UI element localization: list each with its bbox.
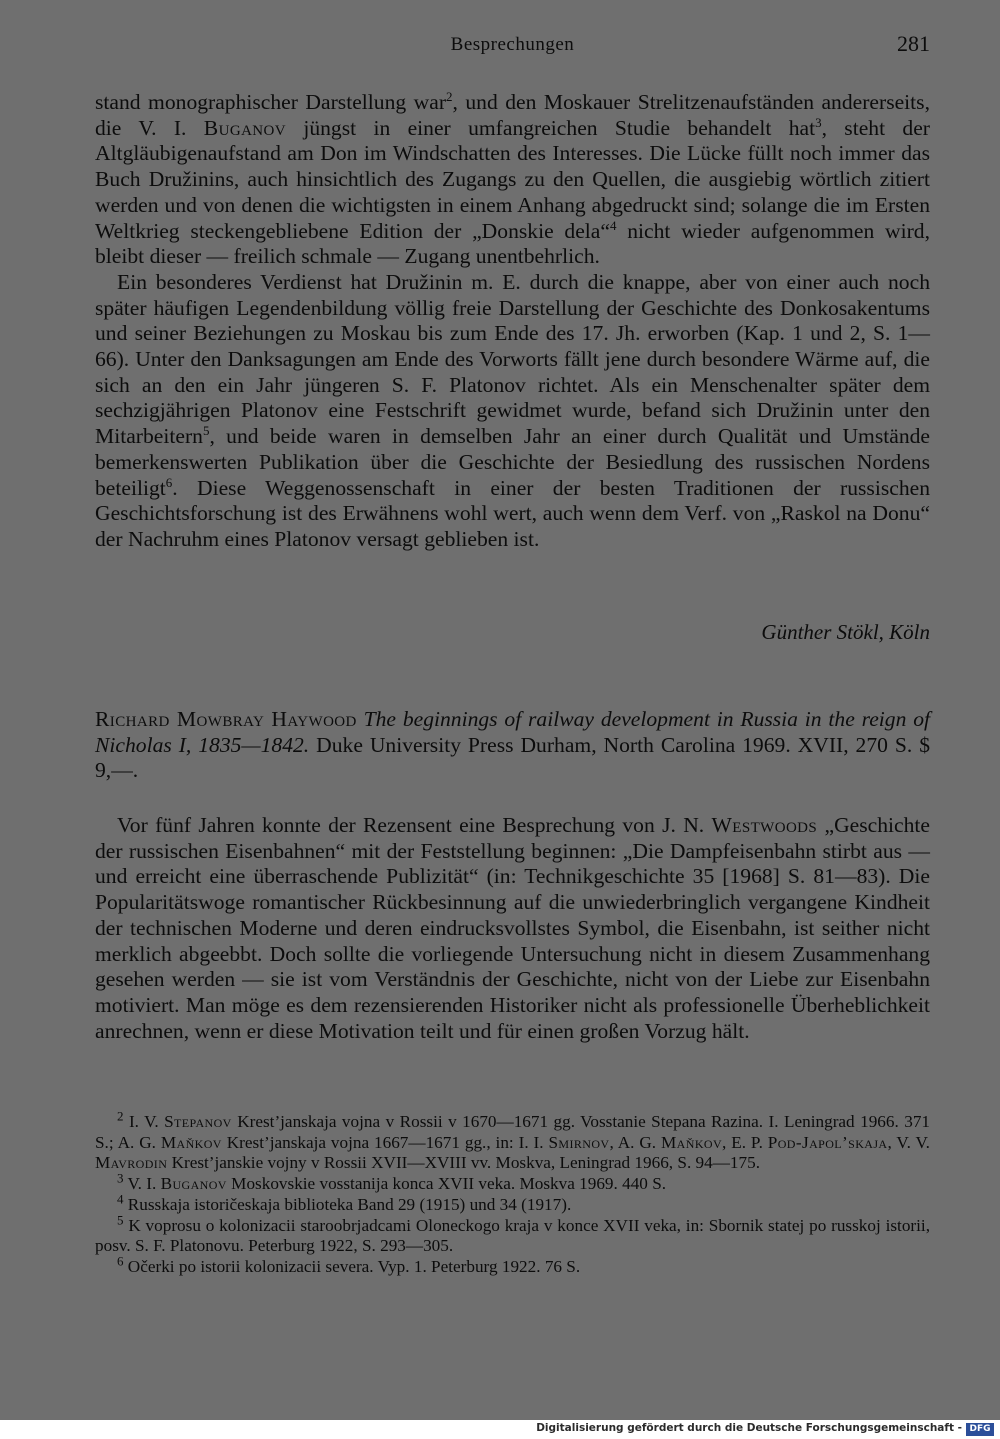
author-name: Stepanov: [164, 1112, 232, 1131]
footnote-marker: 4: [609, 217, 617, 233]
author-name: Richard Mowbray Haywood: [95, 707, 357, 731]
footnote-marker: 3: [117, 1170, 124, 1186]
footnote-marker: 3: [815, 114, 822, 130]
footnote: $^2$ I. V. Stepanov Krest’janskaja vojna v Rossii v 1670—1671 gg. Vosstanie Stepana Razina. I. Leningrad 1966. 371 S.; A. G. Maňkov Krest’janskaja vojna 1667—1671 gg., in: I. I. Smirnov, A. G. Maňkov, E. P. Pod-Japol’skaja, V. V. Mavrodin Krest’janskie vojny v Rossii XVII—XVIII vv. Moskva, Leningrad 1966, S. 94—175.: [95, 1108, 931, 1173]
author-name: Smirnov: [548, 1132, 610, 1152]
footnote: $^6$ Očerki po istorii kolonizacii severa. Vyp. 1. Peterburg 1922. 76 S.: [117, 1253, 581, 1276]
review-body: [95, 813, 930, 1044]
footnote-marker: 6: [165, 474, 173, 490]
footnote-marker: 5: [117, 1211, 124, 1227]
author-name: Mavrodin: [95, 1153, 168, 1173]
author-name: Maňkov: [661, 1132, 723, 1152]
running-header-title: Besprechungen: [450, 34, 575, 55]
page-number: 281: [897, 31, 930, 56]
reviewer-signature: Günther Stökl, Köln: [761, 620, 930, 644]
review-bibliographic-heading: Richard Mowbray Haywood The beginnings of railway development in Russia in the reign of Nicholas I, 1835—1842. Duke University Press Durham, North Carolina 1969. XVII, 270 S. $ 9,—.: [95, 707, 930, 782]
footnote-marker: 5: [202, 422, 210, 438]
author-name: Buganov: [203, 115, 286, 140]
footnote-marker: 2: [117, 1108, 124, 1124]
footnote-marker: 6: [117, 1253, 124, 1269]
footnote-marker: 2: [446, 88, 453, 104]
author-name: Buganov: [160, 1174, 227, 1194]
dfg-logo: DFG: [966, 1423, 994, 1436]
footnote: $^4$ Russkaja istoričeskaja biblioteka Band 29 (1915) und 34 (1917).: [117, 1191, 572, 1214]
running-header: [95, 31, 930, 64]
author-name: Pod-Japol’skaja: [767, 1132, 888, 1152]
digitization-credit: Digitalisierung gefördert durch die Deutsche Forschungsgemeinschaft -: [536, 1422, 962, 1434]
footnotes: [95, 1108, 931, 1278]
paragraph: Ein besonderes Verdienst hat Družinin m. E. durch die knappe, aber von einer auch noch später häufigen Legendenbildung völlig freie Darstellung der Geschichte des Donkosakentums und seiner Beziehungen zu Moskau bis zum Ende des 17. Jh. erworben (Kap. 1 und 2, S. 1—66). Unter den Danksagungen am Ende des Vorworts fällt jene durch besondere Wärme auf, die sich an den ein Jahr jüngeren S. F. Platonov richtet. Als ein Menschenalter später dem sechzigjährigen Platonov eine Festschrift gewidmet wurde, befand sich Družinin unter den Mitarbeitern$^5$, und beide waren in demselben Jahr an einer durch Qualität und Umstände bemerkenswerten Publikation über die Geschichte der Besiedlung des russischen Nordens beteiligt$^6$. Diese Weggenossenschaft in einer der besten Traditionen der russischen Geschichtsforschung ist des Erwähnens wohl wert, auch wenn dem Verf. von „Raskol na Donu“ der Nachruhm eines Platonov versagt geblieben ist.: [95, 269, 930, 551]
footnote: $^3$ V. I. Buganov Moskovskie vosstanija konca XVII veka. Moskva 1969. 440 S.: [117, 1170, 667, 1194]
footnote: $^5$ K voprosu o kolonizacii staroobrjadcami Oloneckogo kraja v konce XVII veka, in: Sbornik statej po russkoj istorii, posv. S. F. Platonovu. Peterburg 1922, S. 293—305.: [95, 1211, 930, 1256]
paragraph: stand monographischer Darstellung war$^2$, und den Moskauer Strelitzenaufständen andererseits, die V. I. Buganov jüngst in einer umfangreichen Studie behandelt hat$^3$, steht der Altgläubigenaufstand am Don im Windschatten des Interesses. Die Lücke füllt noch immer das Buch Družinins, auch hinsichtlich des Zugangs zu den Quellen, die ausgiebig wörtlich zitiert werden und von denen die wichtigsten in einem Anhang abgedruckt sind; solange die im Ersten Weltkrieg steckengebliebene Edition der „Donskie dela“$^4$ nicht wieder aufgenommen wird, bleibt dieser — freilich schmale — Zugang unentbehrlich.: [95, 88, 930, 269]
author-name: Westwoods: [711, 813, 818, 837]
footnote-marker: 4: [117, 1191, 124, 1207]
digitization-footer: [0, 1420, 1000, 1439]
paragraph: Vor fünf Jahren konnte der Rezensent eine Besprechung von J. N. Westwoods „Geschichte der russischen Eisenbahnen“ mit der Feststellung beginnen: „Die Dampfeisenbahn stirbt aus — und erreicht eine überraschende Publizität“ (in: Technikgeschichte 35 [1968] S. 81—83). Die Popularitätswoge romantischer Rückbesinnung auf die unwiederbringlich vergangene Kindheit der technischen Moderne und deren eindrucksvollstes Symbol, die Eisenbahn, ist seither nicht merklich abgeebbt. Doch sollte die vorliegende Untersuchung nicht in diesem Zusammenhang gesehen werden — sie ist vom Verständnis der Geschichte, nicht von der Liebe zur Eisenbahn motiviert. Man möge es dem rezensierenden Historiker nicht als professionelle Überheblichkeit anrechnen, wenn er diese Motivation teilt und für einen großen Vorzug hält.: [95, 813, 930, 1043]
review-continuation: [95, 90, 930, 553]
author-name: Maňkov: [160, 1132, 222, 1152]
book-title: The beginnings of railway development in Russia in the reign of Nicholas I, 1835—1842.: [95, 707, 930, 757]
